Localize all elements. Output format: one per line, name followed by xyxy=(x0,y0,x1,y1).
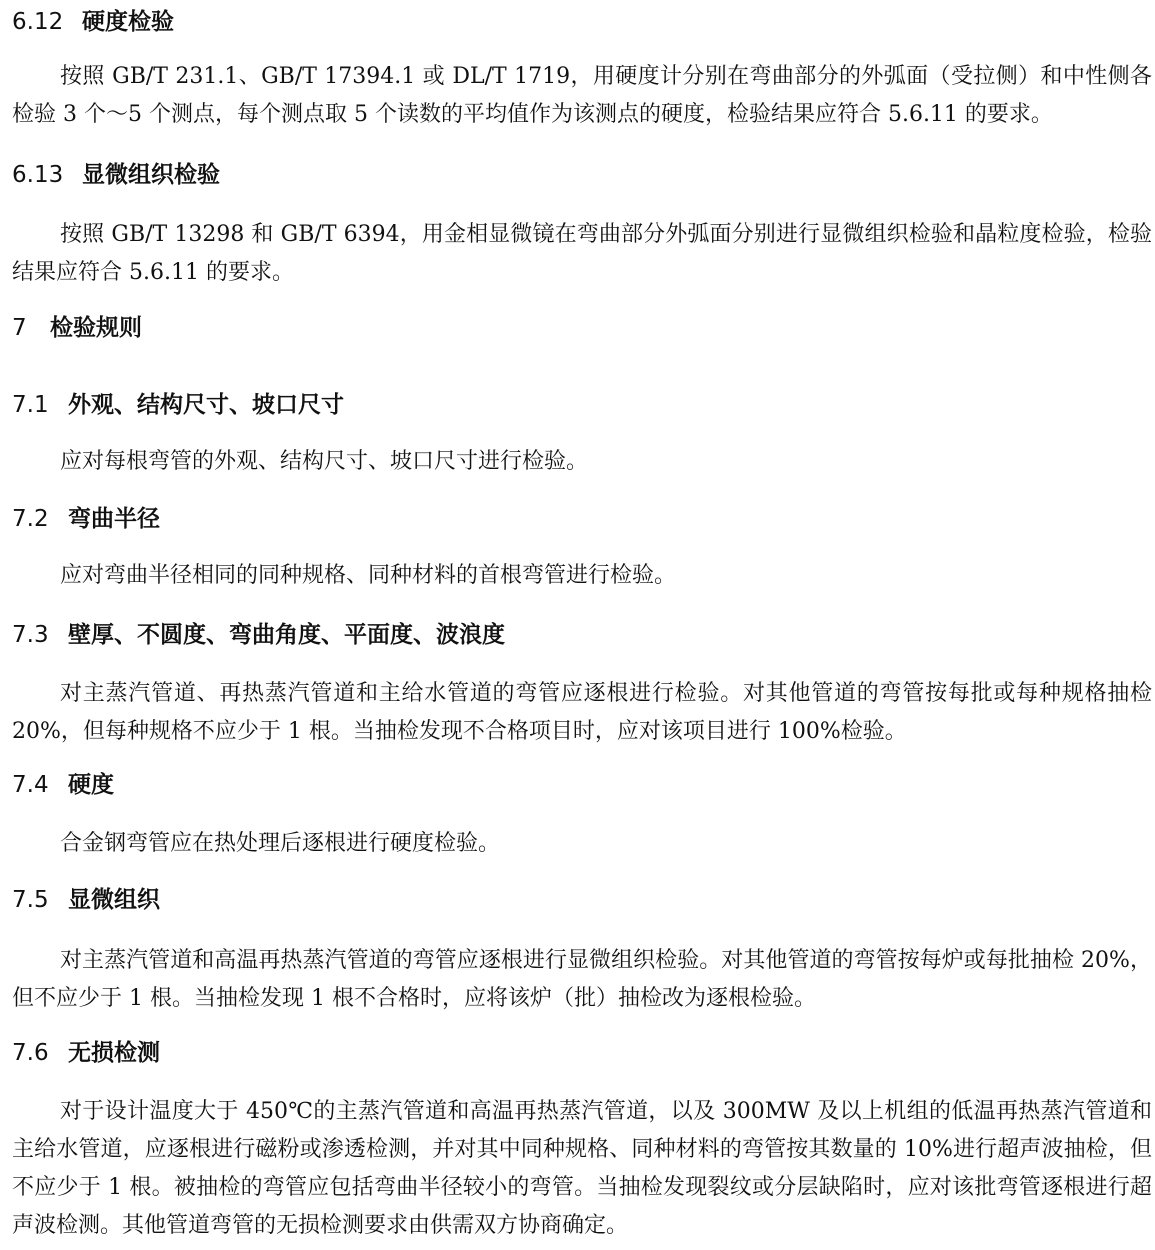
chapter-title: 检验规则 xyxy=(50,315,142,341)
section-title: 显微组织检验 xyxy=(82,162,220,188)
section-body-7-5: 对主蒸汽管道和高温再热蒸汽管道的弯管应逐根进行显微组织检验。对其他管道的弯管按每炉或每批抽检 20%，但不应少于 1 根。当抽检发现 1 根不合格时，应将该炉（批）抽检改为逐根检验。 xyxy=(12,948,1152,1011)
section-title: 显微组织 xyxy=(68,887,160,913)
section-body-7-1: 应对每根弯管的外观、结构尺寸、坡口尺寸进行检验。 xyxy=(60,449,589,474)
section-title: 硬度检验 xyxy=(82,9,174,35)
section-title: 壁厚、不圆度、弯曲角度、平面度、波浪度 xyxy=(68,622,505,648)
section-number: 6.13 xyxy=(12,162,64,188)
section-body-7-4: 合金钢弯管应在热处理后逐根进行硬度检验。 xyxy=(60,831,501,856)
section-heading-6-13 xyxy=(12,161,220,189)
section-body-6-13: 按照 GB/T 13298 和 GB/T 6394，用金相显微镜在弯曲部分外弧面分别进行显微组织检验和晶粒度检验，检验结果应符合 5.6.11 的要求。 xyxy=(12,222,1152,285)
section-body-7-2: 应对弯曲半径相同的同种规格、同种材料的首根弯管进行检验。 xyxy=(60,563,677,588)
section-title: 硬度 xyxy=(68,772,114,798)
section-body-7-6: 对于设计温度大于 450℃的主蒸汽管道和高温再热蒸汽管道，以及 300MW 及以上机组的低温再热蒸汽管道和主给水管道，应逐根进行磁粉或渗透检测，并对其中同种规格、同种材料的弯管按其数量的 10%进行超声波抽检，但不应少于 1 根。被抽检的弯管应包括弯曲半径较小的弯管。当抽检发现裂纹或分层缺陷时，应对该批弯管逐根进行超声波检测。其他管道弯管的无损检测要求由供需双方协商确定。 xyxy=(12,1099,1152,1238)
chapter-heading-7 xyxy=(12,314,142,342)
section-number: 6.12 xyxy=(12,9,64,35)
section-body-6-12: 按照 GB/T 231.1、GB/T 17394.1 或 DL/T 1719，用硬度计分别在弯曲部分的外弧面（受拉侧）和中性侧各检验 3 个～5 个测点，每个测点取 5 个读数的平均值作为该测点的硬度，检验结果应符合 5.6.11 的要求。 xyxy=(12,64,1152,127)
section-heading-7-1 xyxy=(12,391,344,419)
section-heading-7-6 xyxy=(12,1039,160,1067)
section-title: 弯曲半径 xyxy=(68,506,160,532)
section-heading-6-12 xyxy=(12,8,174,36)
section-title: 外观、结构尺寸、坡口尺寸 xyxy=(68,392,344,418)
section-number: 7.4 xyxy=(12,772,49,798)
section-title: 无损检测 xyxy=(68,1040,160,1066)
section-number: 7.5 xyxy=(12,887,49,913)
section-number: 7.6 xyxy=(12,1040,49,1066)
section-number: 7.1 xyxy=(12,392,49,418)
section-number: 7.3 xyxy=(12,622,49,648)
section-heading-7-2 xyxy=(12,505,160,533)
section-heading-7-4 xyxy=(12,771,114,799)
chapter-number: 7 xyxy=(12,315,27,341)
section-heading-7-5 xyxy=(12,886,160,914)
section-body-7-3: 对主蒸汽管道、再热蒸汽管道和主给水管道的弯管应逐根进行检验。对其他管道的弯管按每批或每种规格抽检 20%，但每种规格不应少于 1 根。当抽检发现不合格项目时，应对该项目进行 100%检验。 xyxy=(12,681,1152,744)
section-number: 7.2 xyxy=(12,506,49,532)
section-heading-7-3 xyxy=(12,621,505,649)
